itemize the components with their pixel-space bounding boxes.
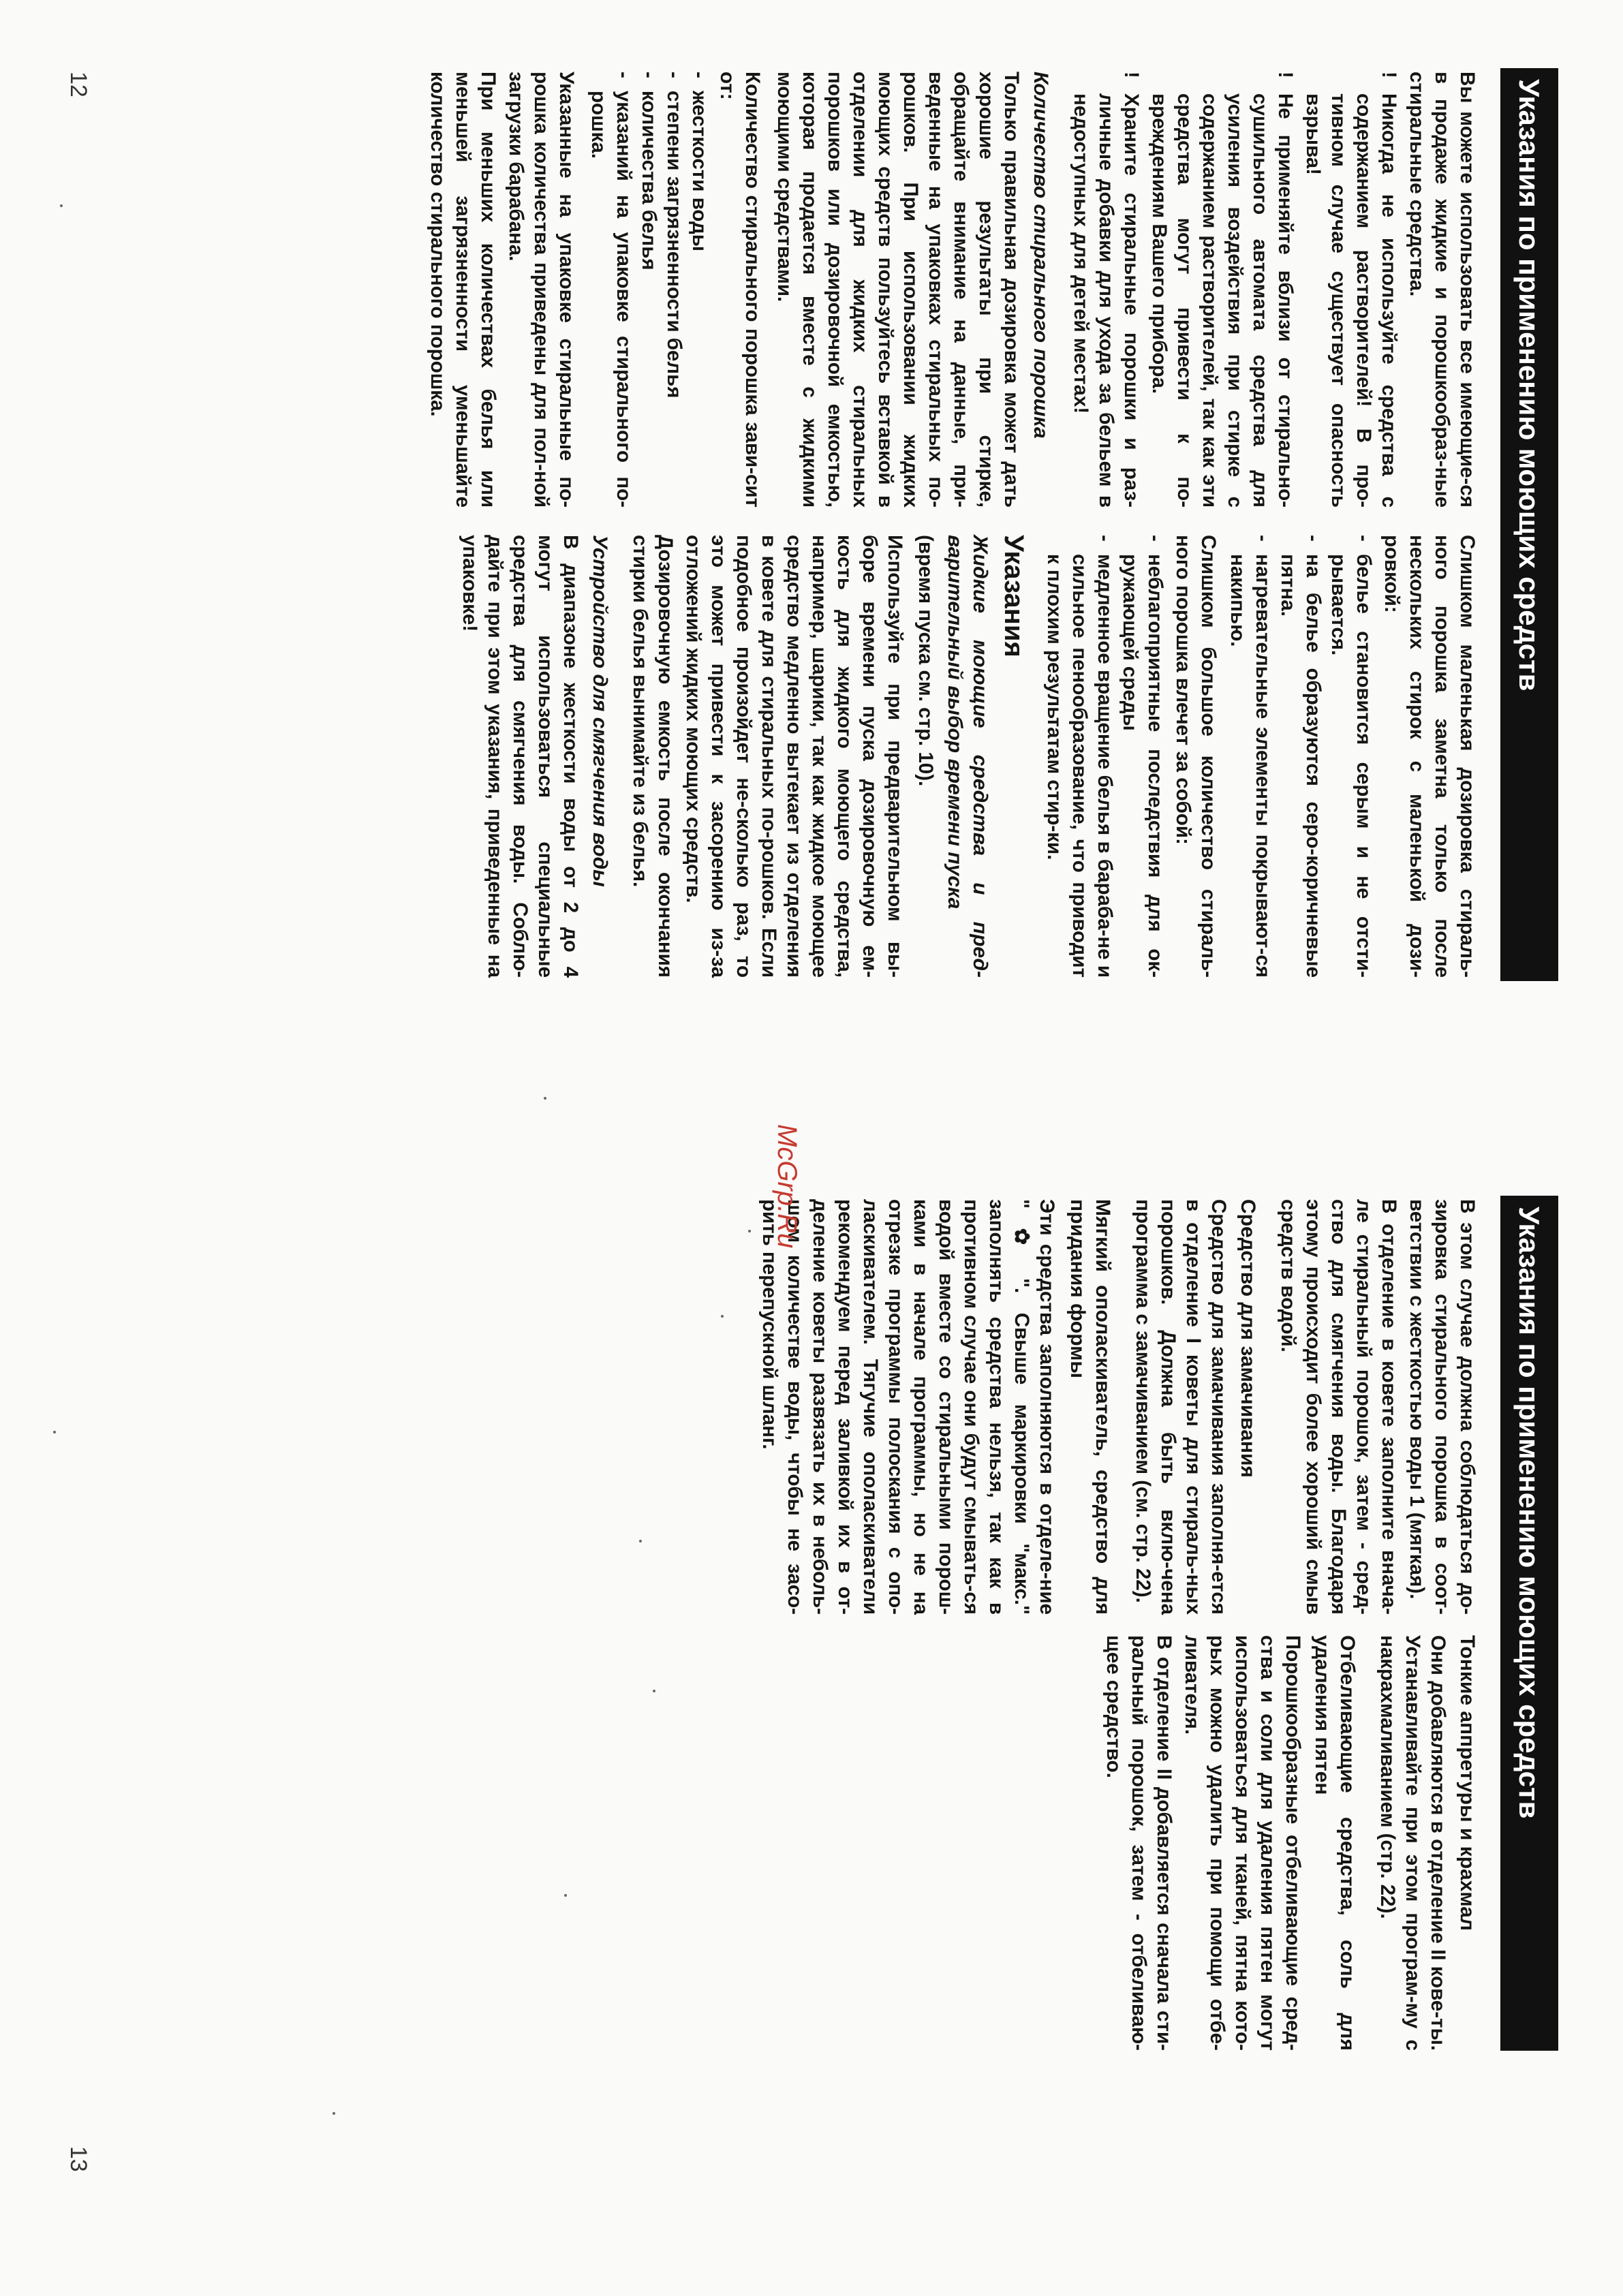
watermark: McGrp.Ru <box>772 1124 802 1249</box>
scan-speck <box>564 1894 567 1897</box>
heading-notes: Указания <box>999 535 1029 657</box>
right-page-column-1 <box>754 1199 1480 1615</box>
list-item: - нагревательные элементы покрывают-ся накипью. <box>1226 535 1274 978</box>
softener-paragraph: Эти средства заполняются в отделе-ние " ✿ ". Свыше маркировки "макс." заполнять средства нельзя, так как в противном случае они будут смывать-ся водой вместе со стиральными порош-ками в начале программы, но не на отрезке программы полоскания с опо-ласкивателем. Тягучие ополаскиватели рекомендуем перед заливкой их в от-деление коветы развязать их в неболь-шом количестве воды, чтобы не засо-рить перепускной шланг. <box>758 1199 1058 1615</box>
page-number-left: 12 <box>65 72 91 97</box>
liquid-dosing-paragraph: Используйте при предварительном вы-боре времени пуска дозировочную ем-кость для жидкого моющего средства, например, шарики, так как жидкое моющее средство медленно вытекает из отделения в ковете для стиральных по-рошков. Если подобное произойдет не-сколько раз, то это может привести к засорению из-за отложений жидких моющих средств. <box>682 535 906 978</box>
list-item: - на белье образуются серо-коричневые пятна. <box>1277 535 1325 978</box>
underdose-paragraph: Слишком маленькая дозировка стираль-ного порошка заметна только после нескольких стирок с маленькой дози-ровкой: <box>1380 535 1479 978</box>
page-number-right: 13 <box>65 2146 91 2172</box>
left-page-column-2 <box>454 535 1480 978</box>
overdose-effects-list <box>1042 535 1168 978</box>
exclamation-icon: ! <box>1378 72 1400 78</box>
amount-factors-list <box>586 72 712 508</box>
full-load-paragraph: Указанные на упаковке стиральные по-рошка количества приведены для пол-ной загрузки барабана. <box>505 72 578 508</box>
underdose-effects-list <box>1225 535 1376 978</box>
scan-speck <box>639 1540 642 1542</box>
exclamation-icon: ! <box>1274 72 1297 78</box>
left-page-header: Указания по применению моющих средств <box>1500 68 1558 981</box>
subsection-title-liquid-detergents: Жидкие моющие средства и пред-варительный выбор времени пуска <box>944 535 991 978</box>
scan-speck <box>721 1315 724 1318</box>
remove-container-paragraph: Дозировочную емкость после окончания стирки белья вынимайте из белья. <box>629 535 677 978</box>
list-item: - неблагоприятные последствия для ок-ружающей среды <box>1119 535 1166 978</box>
overdose-paragraph: Слишком большое количество стираль-ного порошка влечет за собой: <box>1172 535 1220 978</box>
list-item: - указаний на упаковке стирального по-рошка. <box>587 72 635 508</box>
scan-speck <box>60 204 63 207</box>
section-title-detergent-amount: Количество стирального порошка <box>1030 72 1052 439</box>
scan-speck <box>653 1690 655 1692</box>
reduce-amount-paragraph: При меньших количествах белья или меньшей загрязненности уменьшайте количество стирального порошка. <box>427 72 499 508</box>
warning-solvents: ! Никогда не используйте средства с содержанием растворителей! В про-тивном случае существует опасность взрыва! <box>1302 72 1400 508</box>
start-time-note: (время пуска см. стр. 10). <box>914 535 937 787</box>
intro-paragraph: Вы можете использовать все имеющие-ся в продаже жидкие и порошкообраз-ные стиральные средства. <box>1406 72 1479 508</box>
bleach-order-paragraph: В отделение II добавляется сначала сти-ральный порошок, затем - отбеливаю-щее средство. <box>1102 1635 1175 2051</box>
right-page-column-2 <box>1098 1635 1480 2051</box>
list-item: - медленное вращение белья в бараба-не и сильное пенообразование, что приводит к плохим результатам стир-ки. <box>1043 535 1116 978</box>
section-title-finishes-starch: Тонкие аппретуры и крахмал <box>1456 1635 1479 1931</box>
dosage-hardness-paragraph: В этом случае должна соблюдаться до-зировка стирального порошка в соот-ветствии с жесткостью воды 1 (мягкая). <box>1406 1199 1479 1615</box>
water-softener-paragraph: В диапазоне жесткости воды от 2 до 4 могут использоваться специальные средства для смягчения воды. Соблю-дайте при этом указания, приведенные на упаковке! <box>459 535 582 978</box>
bleach-paragraph: Порошкообразные отбеливающие сред-ства и соли для удаления пятен могут использоваться для тканей, пятна кото-рых можно удалить при помощи отбе-ливателя. <box>1181 1635 1304 2051</box>
scan-speck <box>748 1230 751 1232</box>
right-page-header: Указания по применению моющих средств <box>1500 1196 1558 2051</box>
section-title-bleach: Отбеливающие средства, соль для удаления пятен <box>1311 1635 1359 2051</box>
fill-order-paragraph: В отделение в ковете заполните внача-ле стиральный порошок, затем - сред-ство для смягчения воды. Благодаря этому происходит более хороший смыв средств водой. <box>1277 1199 1400 1615</box>
left-page-column-1 <box>422 72 1480 508</box>
list-item: - белье становится серым и не отсти-рывается. <box>1327 535 1375 978</box>
scan-speck <box>544 1097 546 1100</box>
warning-children: ! Храните стиральные порошки и раз-личные добавки для ухода за бельем в недоступных для детей местах! <box>1070 72 1143 508</box>
finishes-paragraph: Они добавляются в отделение II кове-ты. Устанавливайте при этом програм-му с накрахмаливанием (стр. 22). <box>1376 1635 1449 2051</box>
section-title-water-softener: Устройство для смягчения воды <box>589 535 611 887</box>
list-item: - жесткости воды <box>688 72 711 251</box>
amount-depends-paragraph: Количество стирального порошка зави-сит от: <box>716 72 764 508</box>
list-item: - количества белья <box>638 72 660 270</box>
soaking-paragraph: Средство для замачивания заполня-ется в отделение I коветы для стираль-ных порошков. Должна быть вклю-чена программа с замачиванием (см. стр. 22). <box>1132 1199 1230 1615</box>
dosage-paragraph: Только правильная дозировка может дать хорошие результаты при стирке, обращайте внимание на данные, при-веденные на упаковках стиральных по-рошков. При использовании жидких моющих средств пользуйтесь вставкой в отделении для жидких стиральных порошков или дозировочной емкостью, которая продается вместе с жидкими моющими средствами. <box>773 72 1023 508</box>
scan-speck <box>333 2112 335 2115</box>
exclamation-icon: ! <box>1120 72 1143 78</box>
scan-speck <box>53 1431 56 1433</box>
section-title-softener: Мягкий ополаскиватель, средство для придания формы <box>1066 1199 1114 1615</box>
warning-enhancers: ! Не применяйте вблизи от стирально-сушильного автомата средства для усиления воздействия при стирке с содержанием растворителей, так как эти средства могут привести к по-вреждениям Вашего прибора. <box>1148 72 1297 508</box>
list-item: - степени загрязненности белья <box>663 72 685 399</box>
section-title-soaking-agent: Средство для замачивания <box>1237 1199 1259 1478</box>
